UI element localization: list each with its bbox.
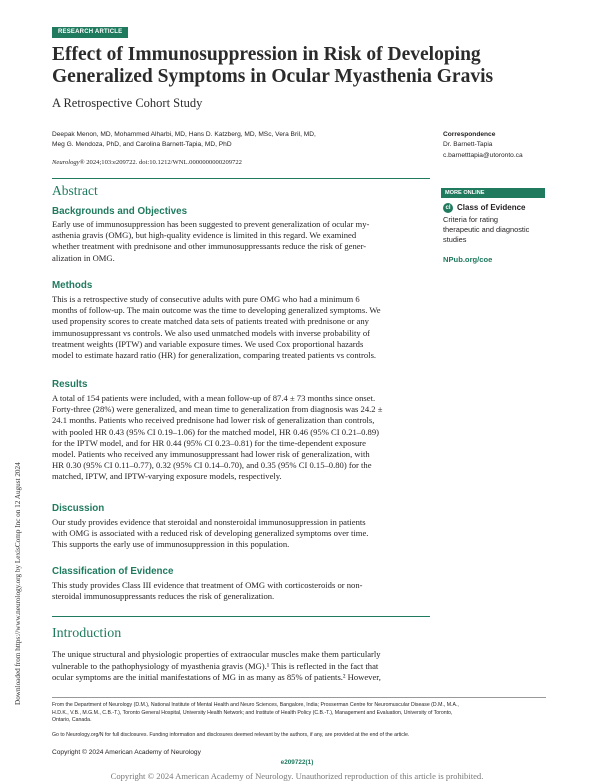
citation-details: ® 2024;103:e209722. doi:10.1212/WNL.0000000000209722 (79, 159, 242, 166)
text-line: matched, IPTW, and IPTW-varying exposure models, respectively. (52, 471, 282, 482)
text-line: vulnerable to the pathophysiology of myasthenia gravis (MG).¹ This is reflected in the fact that (52, 660, 379, 671)
background-heading: Backgrounds and Objectives (52, 206, 188, 217)
text-line: Early use of immunosuppression has been suggested to prevent generalization of ocular my- (52, 219, 370, 229)
affiliations-footnote (52, 702, 546, 725)
text-line: This supports the early use of immunosuppression in this population. (52, 539, 290, 550)
footnote-line: From the Department of Neurology (D.M.), National Institute of Mental Health and Neuro Sciences, Bangalore, India; Prosserman Centre for Neuromuscular Disease (D.M., M.A., (52, 702, 459, 708)
discussion-paragraph (52, 517, 430, 551)
introduction-paragraph (52, 649, 428, 684)
coe-desc-line: Criteria for rating (443, 215, 499, 224)
text-line: whether treatment with prednisone and other immunosuppressants reduce the risk of gener- (52, 241, 367, 252)
article-title (52, 44, 552, 88)
coe-desc-line: therapeutic and diagnostic (443, 225, 530, 234)
text-line: for the IPTW model, and for HR 0.44 (95% CI 0.23–0.81) for the time-dependent exposure (52, 437, 366, 448)
background-paragraph (52, 219, 430, 264)
footnote-line: H.D.K., V.B., M.G.M., C.B.-T.), Toronto General Hospital, University Health Network; and Institute of Health Policy (C.B.-T.), Management and Evaluation, University of Toronto, (52, 709, 453, 716)
text-line: asthenia gravis (OMG), but high-quality evidence is limited in this regard. We examined (52, 230, 357, 241)
text-line: model to estimate hazard ratio (HR) for generalization, comparing treated patients vs controls. (52, 350, 377, 361)
text-line: This study provides Class III evidence that treatment of OMG with corticosteroids or non- (52, 580, 363, 590)
title-line-2: Generalized Symptoms in Ocular Myasthenia Gravis (52, 66, 494, 87)
footnote-line: Ontario, Canada. (52, 717, 92, 724)
class-of-evidence-link[interactable]: NPub.org/coe (443, 255, 493, 264)
journal-name: Neurology (52, 159, 80, 166)
text-line: alization in OMG. (52, 252, 115, 263)
methods-paragraph (52, 294, 430, 361)
text-line: HR 0.30 (95% CI 0.11–0.77), 0.32 (95% CI 0.14–0.70), and 0.35 (95% CI 0.15–0.80) for the (52, 460, 372, 471)
disclosures-footnote: Go to Neurology.org/N for full disclosures. Funding information and disclosures deemed relevant by the authors, if any, are provided at the end of the article. (52, 732, 410, 738)
text-line: model. Patients who received any immunosuppressant had lower risk of generalization, with (52, 449, 370, 460)
methods-heading: Methods (52, 280, 93, 291)
text-line: This is a retrospective study of consecutive adults with pure OMG who had a minimum 6 (52, 294, 360, 304)
text-line: steroidal immunosuppressants reduces the risk of generalization. (52, 591, 275, 602)
abstract-heading: Abstract (52, 183, 98, 198)
more-online-bar: MORE ONLINE (441, 188, 545, 198)
article-subtitle: A Retrospective Cohort Study (52, 96, 203, 110)
class-of-evidence-title: Class of Evidence (457, 203, 526, 212)
article-type-badge: RESEARCH ARTICLE (52, 27, 128, 38)
text-line: months of follow-up. The main outcome was the time to developing generalized symptoms. We (52, 305, 381, 316)
text-line: 24.1 months. Patients who received prednisone had lower risk of generalization than controls, (52, 415, 375, 426)
text-line: immunosuppressant vs controls. We also used unmatched models with inverse probability of (52, 327, 371, 338)
correspondence-email[interactable]: c.barnetttapia@utoronto.ca (443, 151, 523, 159)
text-line: treatment weights (IPTW) and variable exposure times. We used Cox proportional hazards (52, 338, 364, 349)
discussion-heading: Discussion (52, 503, 105, 514)
class-of-evidence-description (443, 215, 553, 245)
class-of-evidence-icon: cl (443, 203, 453, 213)
text-line: with OMG is associated with a reduced risk of developing generalized symptoms over time. (52, 528, 369, 539)
introduction-heading: Introduction (52, 626, 122, 641)
header-divider (52, 178, 430, 179)
abstract-divider (52, 616, 430, 617)
text-line: with pooled HR 0.43 (95% CI 0.19–1.06) for the matched model, HR 0.46 (95% CI 0.21–0.89) (52, 426, 379, 437)
correspondence-name: Dr. Barnett-Tapia (443, 141, 493, 149)
authors-line-2: Meg G. Mendoza, PhD, and Carolina Barnett-Tapia, MD, PhD (52, 141, 232, 149)
text-line: ocular symptoms are the initial manifestations of MG in as many as 85% of patients.² However, (52, 672, 381, 683)
authors-line-1: Deepak Menon, MD, Mohammed Alharbi, MD, Hans D. Katzberg, MD, MSc, Vera Bril, MD, (52, 131, 316, 138)
correspondence-heading: Correspondence (443, 131, 496, 138)
page-number: e209722(1) (280, 759, 314, 766)
coe-desc-line: studies (443, 235, 467, 244)
classification-heading: Classification of Evidence (52, 566, 174, 577)
correspondence-block (443, 130, 523, 161)
text-line: A total of 154 patients were included, with a mean follow-up of 87.4 ± 73 months since onset. (52, 393, 376, 403)
title-line-1: Effect of Immunosuppression in Risk of Developing (52, 44, 481, 65)
citation (52, 159, 242, 166)
text-line: used propensity scores to create matched data sets of patients treated with prednisone or any (52, 316, 369, 327)
download-watermark: Downloaded from https://www.neurology.org by LexisComp Inc on 12 August 2024 (14, 462, 22, 705)
author-list (52, 130, 392, 151)
text-line: Our study provides evidence that steroidal and nonsteroidal immunosuppression in patients (52, 517, 366, 527)
copyright-line: Copyright © 2024 American Academy of Neurology (52, 749, 201, 756)
text-line: The unique structural and physiologic properties of extraocular muscles make them particularly (52, 649, 381, 659)
results-paragraph (52, 393, 430, 483)
classification-paragraph (52, 580, 430, 602)
text-line: Forty-three (28%) were generalized, and mean time to generalization from diagnosis was 24.2 ± (52, 404, 383, 415)
reproduction-notice: Copyright © 2024 American Academy of Neurology. Unauthorized reproduction of this article is prohibited. (110, 771, 484, 781)
footnote-divider (52, 697, 546, 698)
results-heading: Results (52, 379, 88, 390)
